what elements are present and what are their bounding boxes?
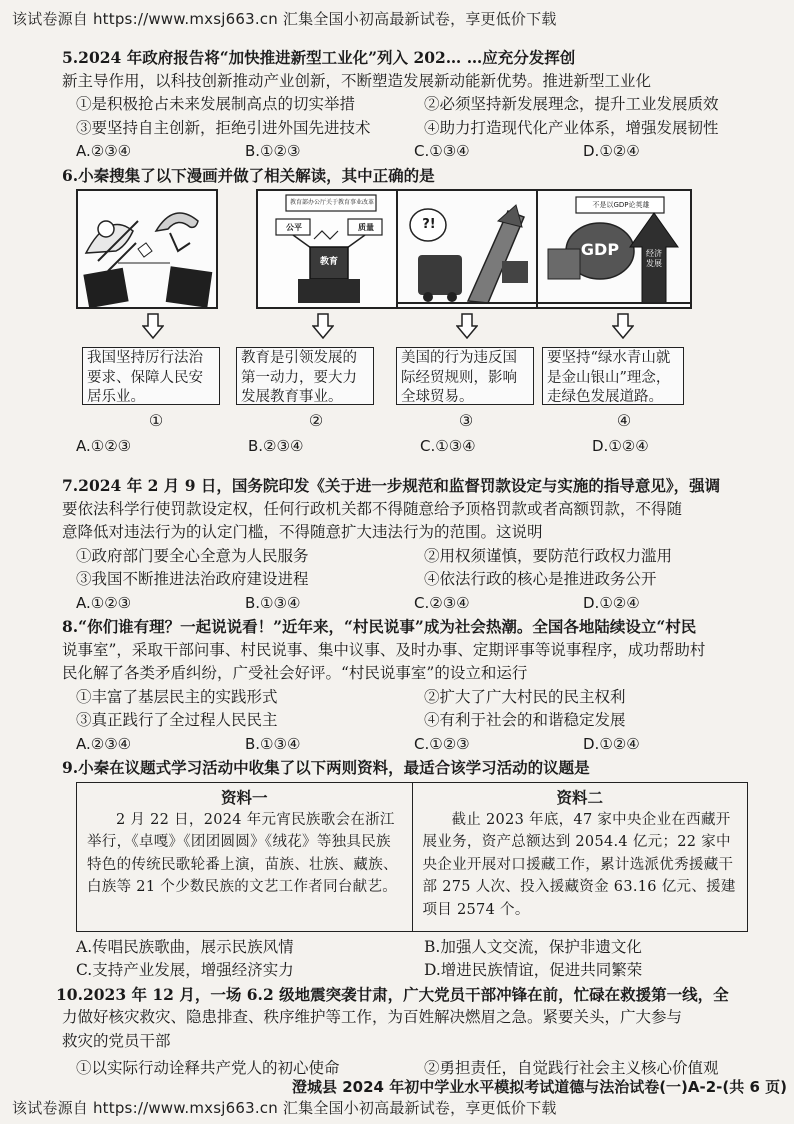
q8-option-c[interactable]: C.①②③ [414, 734, 470, 753]
q9-materials-table [76, 782, 748, 932]
material-1-title: 资料一 [220, 787, 268, 807]
q10-stem-line2: 力做好核灾救灾、隐患排查、秩序维护等工作，为百姓解决燃眉之急。紧要关头，广大参与 [62, 1008, 683, 1026]
q7-option-d[interactable]: D.①②④ [583, 593, 640, 612]
q6-option-b[interactable]: B.②③④ [248, 437, 304, 455]
q8-statement-3: ③真正践行了全过程人民民主 [76, 711, 278, 729]
caption-4: 要坚持“绿水青山就是金山银山”理念，走绿色发展道路。 [542, 347, 684, 405]
q9-option-d[interactable]: D.增进民族情谊，促进共同繁荣 [424, 961, 643, 979]
q8-stem-line3: 民化解了各类矛盾纠纷，广受社会好评。“村民说事室”的设立和运行 [62, 664, 528, 682]
caption-1: 我国坚持厉行法治要求、保障人民安居乐业。 [82, 347, 220, 405]
panel2-sign-text: 教育部办公厅关于教育事业改革 [289, 199, 374, 206]
exam-page [56, 46, 752, 1081]
q8-statement-2: ②扩大了广大村民的民主权利 [424, 687, 626, 706]
q5-statement-4: ④助力打造现代化产业体系，增强发展韧性 [424, 118, 719, 137]
caption-3: 美国的行为违反国际经贸规则，影响全球贸易。 [396, 347, 534, 405]
q9-option-c[interactable]: C.支持产业发展，增强经济实力 [76, 961, 294, 979]
q6-option-a[interactable]: A.①②③ [76, 437, 132, 455]
q8-option-b[interactable]: B.①③④ [245, 734, 301, 753]
comic-panel-3 [396, 189, 538, 309]
q10-stem-line1: 10.2023 年 12 月，一场 6.2 级地震突袭甘肃，广大党员干部冲锋在前，忙碌在救援第一线，全 [56, 984, 729, 1004]
q7-option-c[interactable]: C.②③④ [414, 593, 470, 612]
comic-panel-2 [256, 189, 398, 309]
caption-number-4: ④ [616, 411, 632, 430]
q6-option-d[interactable]: D.①②④ [592, 437, 649, 455]
material-1 [77, 783, 412, 931]
q6-stem: 6.小秦搜集了以下漫画并做了相关解读，其中正确的是 [62, 165, 435, 185]
q5-statement-1: ①是积极抢占未来发展制高点的切实举措 [76, 95, 356, 113]
q8-stem-line1: 8.“你们谁有理？一起说说看！”近年来，“村民说事”成为社会热潮。全国各地陆续设立“村民 [62, 617, 697, 636]
caption-2: 教育是引领发展的第一动力，要大力发展教育事业。 [236, 347, 374, 405]
q8-statement-4: ④有利于社会的和谐稳定发展 [424, 711, 626, 729]
q10-statement-1: ①以实际行动诠释共产党人的初心使命 [76, 1059, 340, 1077]
q5-stem-line2: 新主导作用，以科技创新推动产业创新，不断塑造发展新动能新优势。推进新型工业化 [62, 71, 652, 90]
watermark-top: 该试卷源自 https://www.mxsj663.cn 汇集全国小初高最新试卷，享更低价下载 [12, 10, 557, 28]
watermark-bottom: 该试卷源自 https://www.mxsj663.cn 汇集全国小初高最新试卷，享更低价下载 [12, 1099, 557, 1117]
q5-statement-2: ②必须坚持新发展理念，提升工业发展质效 [424, 95, 719, 113]
comic-panel-1 [76, 189, 218, 309]
q10-stem-line3: 救灾的党员干部 [62, 1031, 171, 1050]
q5-option-b[interactable]: B.①②③ [245, 142, 301, 160]
caption-number-2: ② [308, 411, 324, 430]
arrow-down-icon [312, 313, 334, 339]
q6-comics [62, 189, 752, 474]
q7-statement-3: ③我国不断推进法治政府建设进程 [76, 570, 309, 588]
q8-statement-1: ①丰富了基层民主的实践形式 [76, 687, 278, 706]
arrow-down-icon [612, 313, 634, 339]
q5-option-a[interactable]: A.②③④ [76, 142, 132, 160]
material-2-body: 截止 2023 年底，47 家中央企业在西藏开展业务，资产总额达到 2054.4 亿元；22 家中央企业开展对口援藏工作，累计选派优秀援藏干部 275 人次、投入援藏资金 63.16 亿元、援建项目 2574 个。 [422, 811, 736, 918]
q7-stem-line1: 7.2024 年 2 月 9 日，国务院印发《关于进一步规范和监督罚款设定与实施的指导意见》，强调 [62, 476, 721, 495]
q7-statement-2: ②用权须谨慎，要防范行政权力滥用 [424, 546, 673, 565]
q7-statement-4: ④依法行政的核心是推进政务公开 [424, 570, 657, 588]
material-2-title: 资料二 [556, 787, 603, 807]
comic-panel-4 [536, 189, 692, 309]
q9-option-b[interactable]: B.加强人文交流，保护非遗文化 [424, 937, 642, 956]
q7-stem-line2: 要依法科学行使罚款设定权，任何行政机关都不得随意给予顶格罚款或者高额罚款，不得随 [62, 499, 683, 518]
panel2-center-label: 教育 [319, 257, 338, 267]
page-footer: 澄城县 2024 年初中学业水平模拟考试道德与法治试卷(一)A-2-(共 6 页) [292, 1078, 787, 1096]
q8-option-d[interactable]: D.①②④ [583, 734, 640, 753]
q10-statement-2: ②勇担责任，自觉践行社会主义核心价值观 [424, 1059, 719, 1077]
panel4-gdp-label: GDP [580, 240, 620, 259]
panel2-left-sign: 公平 [286, 222, 302, 232]
q5-option-d[interactable]: D.①②④ [583, 142, 640, 160]
caption-number-1: ① [148, 411, 164, 430]
panel3-question-mark: ?! [422, 217, 436, 232]
panel4-economy-label: 经济发展 [646, 249, 662, 268]
material-1-body: 2 月 22 日，2024 年元宵民族歌会在浙江举行，《卓嘎》《团团圆圆》《绒花》等独具民族特色的传统民歌轮番上演，苗族、壮族、藏族、白族等 21 个少数民族的文艺工作者同台献艺。 [87, 811, 398, 895]
caption-number-3: ③ [458, 411, 474, 430]
q5-option-c[interactable]: C.①③④ [414, 142, 470, 160]
material-2 [412, 783, 748, 931]
panel4-sign-text: 不是以GDP论英雄 [592, 201, 650, 209]
q9-option-a[interactable]: A.传唱民族歌曲，展示民族风情 [76, 937, 294, 956]
q6-option-c[interactable]: C.①③④ [420, 437, 476, 455]
arrow-down-icon [456, 313, 478, 339]
q8-option-a[interactable]: A.②③④ [76, 734, 132, 753]
arrow-down-icon [142, 313, 164, 339]
q5-statement-3: ③要坚持自主创新，拒绝引进外国先进技术 [76, 118, 371, 137]
q7-option-b[interactable]: B.①③④ [245, 593, 301, 612]
q6-options [62, 435, 766, 459]
panel2-right-sign: 质量 [358, 222, 374, 232]
q9-stem: 9.小秦在议题式学习活动中收集了以下两则资料，最适合该学习活动的议题是 [62, 758, 590, 777]
q7-stem-line3: 意降低对违法行为的认定门槛，不得随意扩大违法行为的范围。这说明 [62, 523, 543, 541]
q8-stem-line2: 说事室”，采取干部问事、村民说事、集中议事、及时办事、定期评事等说事程序，成功帮助村 [62, 640, 706, 659]
q7-statement-1: ①政府部门要全心全意为人民服务 [76, 546, 309, 565]
q5-stem-line1: 5.2024 年政府报告将“加快推进新型工业化”列入 202… …应充分发挥创 [62, 48, 576, 67]
q7-option-a[interactable]: A.①②③ [76, 593, 132, 612]
